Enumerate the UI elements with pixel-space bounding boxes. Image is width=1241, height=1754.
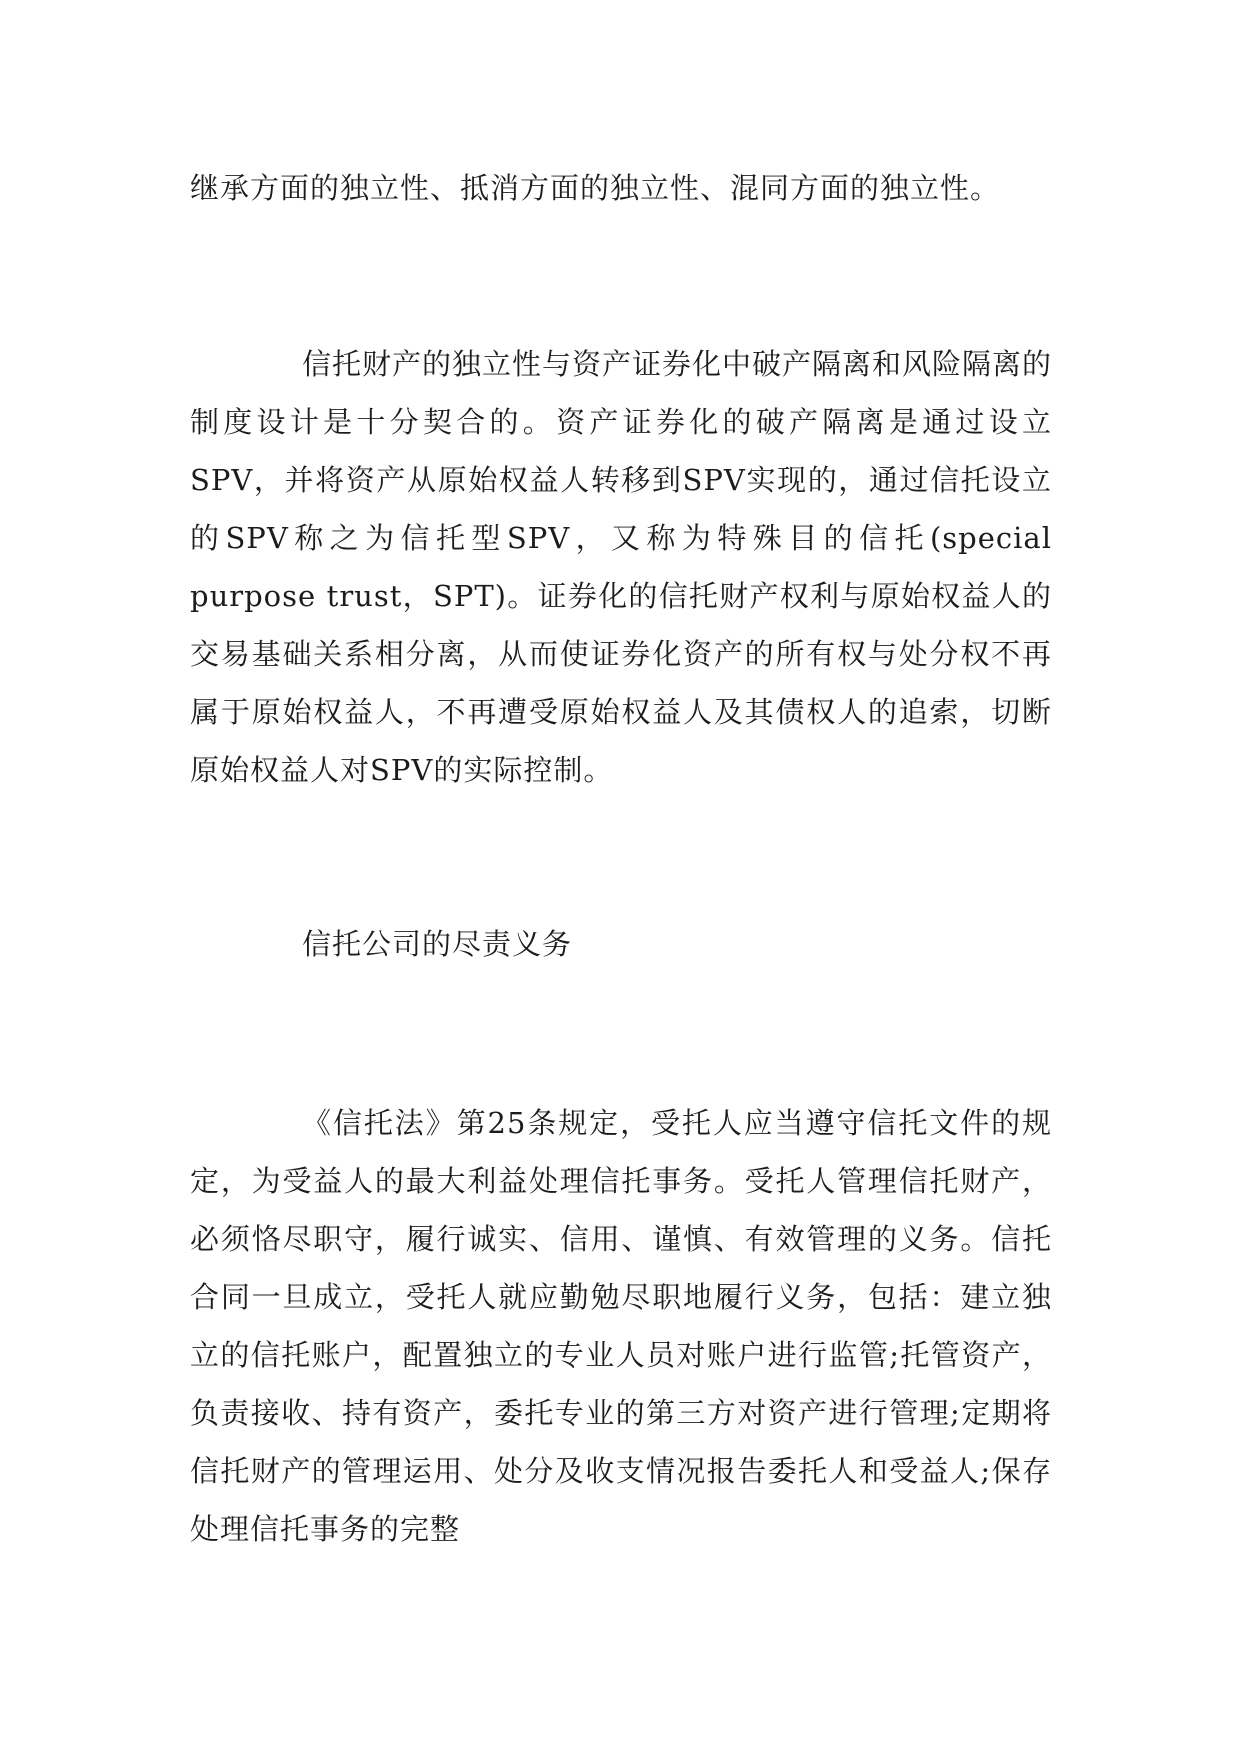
paragraph-continuation: 继承方面的独立性、抵消方面的独立性、混同方面的独立性。: [190, 171, 1001, 205]
paragraph-trust-independence: 信托财产的独立性与资产证券化中破产隔离和风险隔离的制度设计是十分契合的。资产证券化的破产隔离是通过设立SPV，并将资产从原始权益人转移到SPV实现的，通过信托设立的SPV称之为信托型SPV，又称为特殊目的信托(special purpose trust，SPT)。证券化的信托财产权利与原始权益人的交易基础关系相分离，从而使证券化资产的所有权与处分权不再属于原始权益人，不再遭受原始权益人及其债权人的追索，切断原始权益人对SPV的实际控制。: [190, 347, 1053, 787]
paragraph-trust-law-duty: 《信托法》第25条规定，受托人应当遵守信托文件的规定，为受益人的最大利益处理信托事务。受托人管理信托财产，必须恪尽职守，履行诚实、信用、谨慎、有效管理的义务。信托合同一旦成立，受托人就应勤勉尽职地履行义务，包括：建立独立的信托账户，配置独立的专业人员对账户进行监管;托管资产，负责接收、持有资产，委托专业的第三方对资产进行管理;定期将信托财产的管理运用、处分及收支情况报告委托人和受益人;保存处理信托事务的完整: [190, 1106, 1052, 1546]
section-heading: 信托公司的尽责义务: [302, 927, 573, 961]
